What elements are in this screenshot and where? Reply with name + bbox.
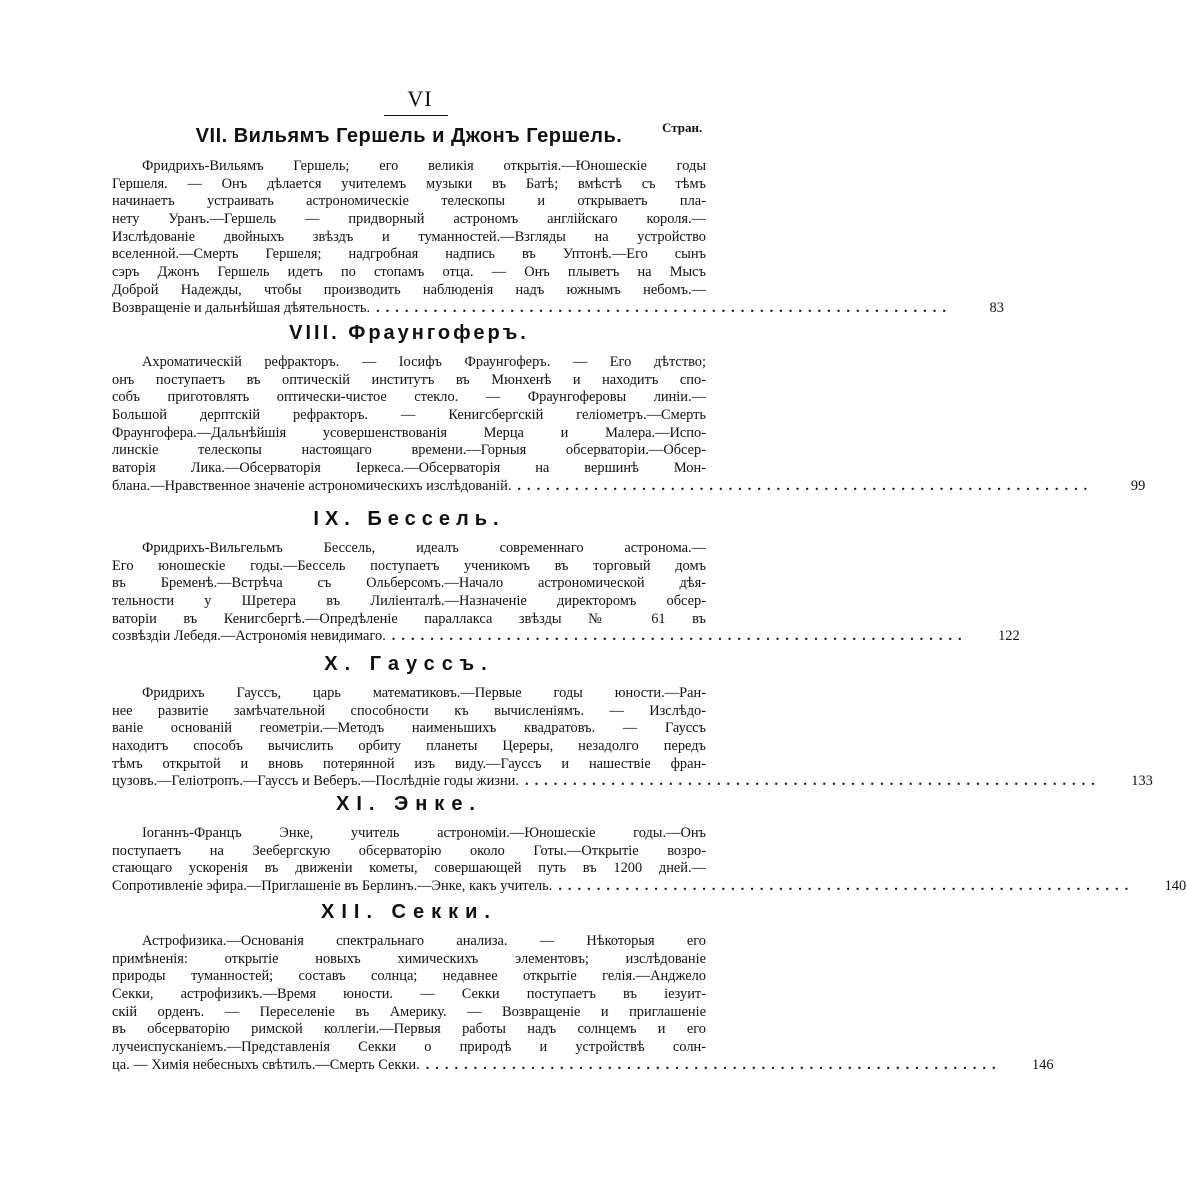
section-heading-secchi: XII. Секки. (320, 901, 497, 923)
summary-line: Фраунгофера.—Дальнѣйшія усовершенствованія Мерца и Малера.—Испо- (112, 424, 706, 441)
summary-line: нету Уранъ.—Гершель — придворный астрономъ англійскаго короля.— (112, 211, 706, 228)
summary-line: начинаетъ устраивать астрономическіе телескопы и открываетъ пла- (112, 193, 706, 210)
section-heading-fraunhofer: VIII. Фраунгоферъ. (289, 322, 529, 344)
summary-line: ваніе основаній геометріи.—Методъ наименьшихъ квадратовъ. — Гауссъ (112, 720, 706, 737)
summary-line: линскіе телескопы настоящаго времени.—Горныя обсерваторіи.—Обсер- (112, 442, 706, 459)
summary-line: Доброй Надежды, чтобы производить наблюденія надъ южнымъ небомъ.— (112, 281, 706, 298)
section-summary-fraunhofer (112, 354, 1146, 496)
page-column-label: Стран. (662, 120, 703, 135)
section-heading-encke: XI. Энке. (335, 793, 482, 815)
page-number: VI (407, 86, 433, 111)
dot-leader: ............................................................ (517, 477, 1094, 494)
summary-line: Іоганнъ-Францъ Энке, учитель астрономіи.—Юношескіе годы.—Онъ (142, 825, 706, 841)
summary-line: сэръ Джонъ Гершель идетъ по стопамъ отца. — Онъ плыветъ на Мысъ (112, 264, 706, 281)
summary-line: стающаго ускоренія въ движеніи кометы, совершающей путь въ 1200 дней.— (112, 860, 706, 877)
dot-leader: ............................................................ (376, 299, 952, 316)
section-summary-bessel (112, 540, 1020, 646)
section-heading-bessel: IX. Бессель. (313, 508, 505, 530)
summary-line: Гершеля. — Онъ дѣлается учителемъ музыки въ Батѣ; вмѣстѣ съ тѣмъ (112, 175, 706, 192)
section-page-number: 133 (1131, 773, 1153, 790)
dot-leader: ............................................................ (524, 773, 1101, 790)
summary-line-text: блана.—Нравственное значеніе астрономическихъ изслѣдованій. (112, 477, 512, 494)
summary-line: Ахроматическій рефракторъ. — Іосифъ Фраунгоферъ. — Его дѣтство; (142, 354, 706, 370)
summary-line: поступаетъ на Зеебергскую обсерваторію около Готы.—Открытіе возро- (112, 842, 706, 859)
summary-line (112, 878, 1186, 896)
dot-leader: ............................................................ (558, 878, 1135, 895)
summary-line: онъ поступаетъ въ оптическій институтъ въ Мюнхенѣ и находитъ спо- (112, 371, 706, 388)
summary-line: ваторіи въ Кенигсбергѣ.—Опредѣленіе параллакса звѣзды № 61 въ (112, 610, 706, 627)
section-page-number: 146 (1031, 1056, 1054, 1073)
summary-line (112, 477, 1146, 496)
summary-line: нее развитіе замѣчательной способности къ вычисленіямъ. — Изслѣдо- (112, 702, 706, 719)
summary-line: природы туманностей; составъ солнца; недавнее открытіе гелія.—Анджело (112, 968, 706, 985)
summary-line: Фридрихъ-Вильямъ Гершель; его великія открытія.—Юношескіе годы (142, 158, 706, 174)
dot-leader: ............................................................ (425, 1056, 1002, 1073)
summary-line: въ Бременѣ.—Встрѣча съ Ольберсомъ.—Начало астрономической дѣя- (112, 575, 706, 592)
summary-line (112, 299, 1004, 318)
summary-line: Изслѣдованіе двойныхъ звѣздъ и туманностей.—Взгляды на устройство (112, 228, 706, 245)
summary-line-text: созвѣздіи Лебедя.—Астрономія невидимаго. (112, 628, 386, 645)
section-summary-encke (112, 825, 1186, 896)
section-page-number: 99 (1130, 477, 1146, 494)
summary-line (112, 1056, 1054, 1075)
summary-line: Его юношескіе годы.—Бессель поступаетъ ученикомъ въ торговый домъ (112, 557, 706, 574)
section-heading-herschel: VII. Вильямъ Гершель и Джонъ Гершель. (195, 125, 623, 147)
section-heading-gauss: X. Гауссъ. (324, 653, 494, 675)
summary-line: вселенной.—Смерть Гершеля; надгробная надпись въ Уптонѣ.—Его сынъ (112, 246, 706, 263)
section-page-number: 83 (989, 299, 1004, 316)
summary-line: Большой дерптскій рефракторъ. — Кенигсбергскій геліометръ.—Смерть (112, 407, 706, 424)
section-page-number: 122 (998, 628, 1020, 645)
summary-line: Фридрихъ-Вильгельмъ Бессель, идеалъ современнаго астронома.— (142, 540, 706, 556)
dot-leader: ............................................................ (391, 628, 968, 645)
summary-line: Фридрихъ Гауссъ, царь математиковъ.—Первые годы юности.—Ран- (142, 685, 706, 701)
summary-line-text: ца. — Химія небесныхъ свѣтилъ.—Смерть Секки. (112, 1056, 420, 1073)
summary-line: Секки, астрофизикъ.—Время юности. — Секки поступаетъ въ іезуит- (112, 986, 706, 1003)
section-summary-gauss (112, 685, 1153, 791)
section-summary-secchi (112, 933, 1054, 1075)
summary-line-text: цузовъ.—Геліотропъ.—Гауссъ и Веберъ.—Послѣдніе годы жизни. (112, 773, 519, 790)
summary-line: въ обсерваторію римской коллегіи.—Первыя работы надъ солнцемъ и его (112, 1021, 706, 1038)
summary-line: лучеиспусканіемъ.—Представленія Секки о природѣ и устройствѣ солн- (112, 1039, 706, 1056)
summary-line: собъ приготовлять оптически-чистое стекло. — Фраунгоферовы линіи.— (112, 389, 706, 406)
summary-line: скій орденъ. — Переселеніе въ Америку. — Возвращеніе и приглашеніе (112, 1003, 706, 1020)
page-number-rule (384, 115, 448, 116)
section-summary-herschel (112, 158, 1004, 317)
section-page-number: 140 (1164, 878, 1186, 895)
summary-line: ваторія Лика.—Обсерваторія Іеркеса.—Обсерваторія на вершинѣ Мон- (112, 460, 706, 477)
summary-line: тѣмъ открытой и вновь потерянной изъ виду.—Гауссъ и нашествіе фран- (112, 755, 706, 772)
summary-line-text: Возвращеніе и дальнѣйшая дѣятельность. (112, 299, 371, 316)
summary-line: Астрофизика.—Основанія спектральнаго анализа. — Нѣкоторыя его (142, 933, 706, 949)
summary-line: тельности у Шретера въ Лиліенталѣ.—Назначеніе директоромъ обсер- (112, 593, 706, 610)
summary-line: примѣненія: открытіе новыхъ химическихъ элементовъ; изслѣдованіе (112, 950, 706, 967)
summary-line: находитъ способъ вычислить орбиту планеты Цереры, незадолго передъ (112, 738, 706, 755)
summary-line-text: Сопротивленіе эфира.—Приглашеніе въ Берлинъ.—Энке, какъ учитель. (112, 878, 553, 895)
summary-line (112, 773, 1153, 791)
summary-line (112, 628, 1020, 646)
